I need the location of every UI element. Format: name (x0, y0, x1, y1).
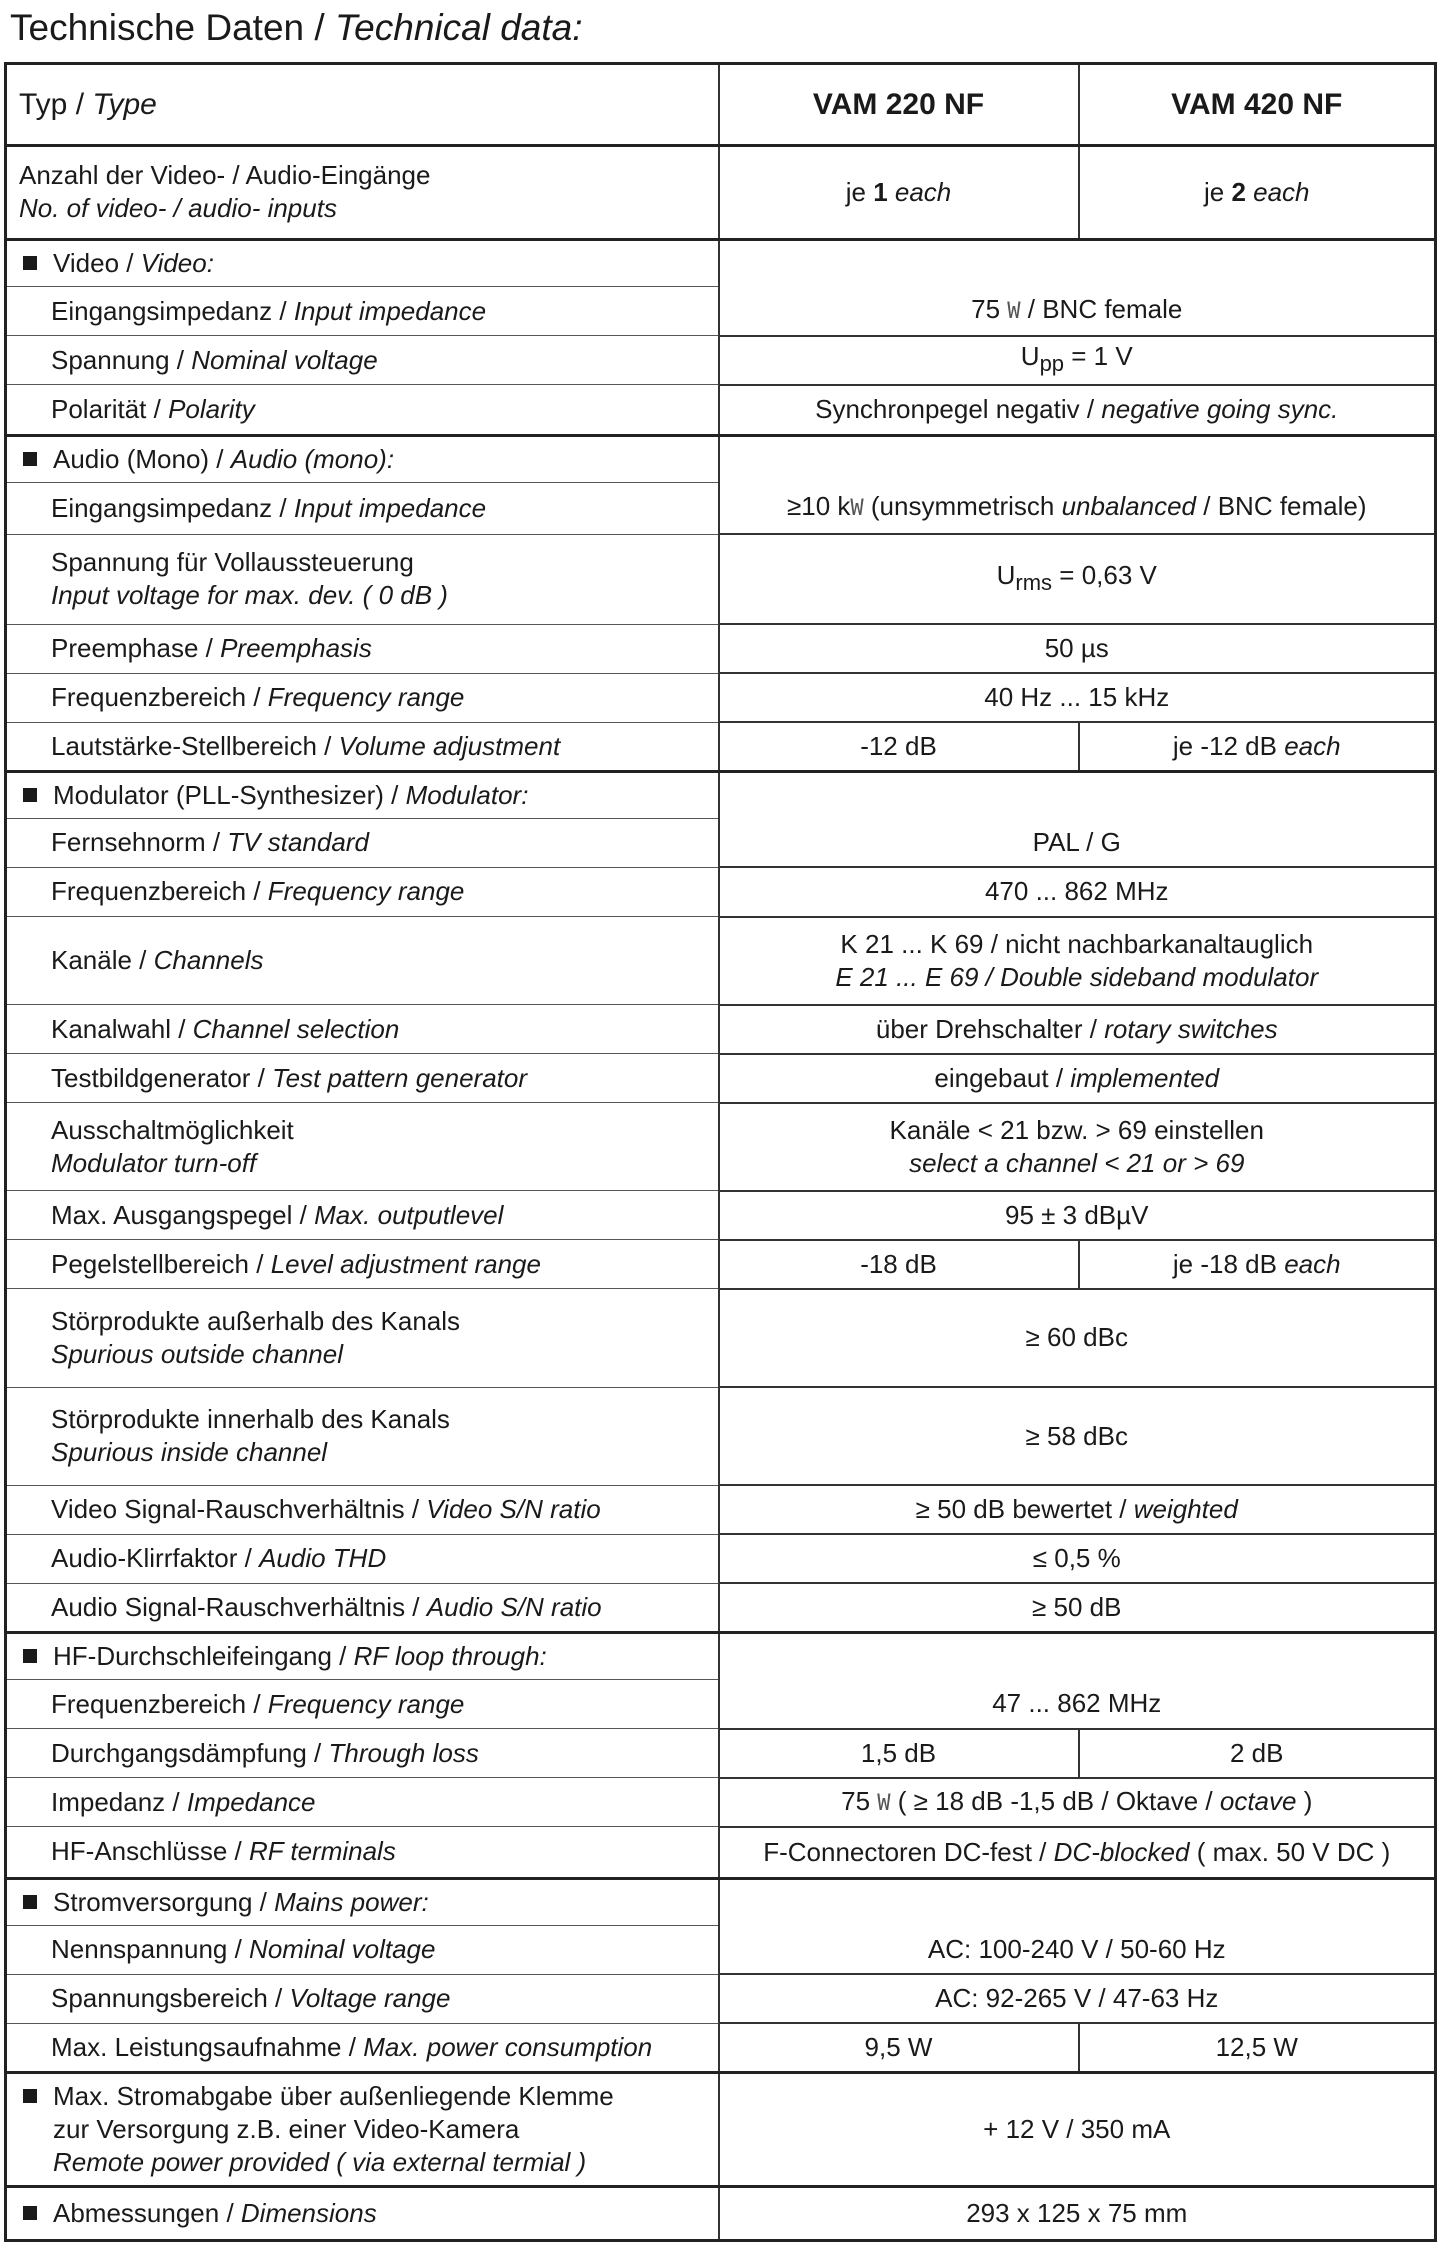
header-row (6, 64, 1436, 146)
spec-row-video-voltage (6, 336, 1436, 385)
spec-row-audio-preemphasis (6, 624, 1436, 673)
through-loss-vam220: 1,5 dB (719, 1729, 1079, 1778)
rf-frequency-value: 47 ... 862 MHz (719, 1680, 1436, 1729)
rf-impedance-label: Impedanz / Impedance (6, 1778, 719, 1827)
spec-row-rf-frequency (6, 1680, 1436, 1729)
bullet-icon (23, 788, 37, 802)
spec-row-audio-sn (6, 1583, 1436, 1632)
dimensions-label: Abmessungen / Dimensions (6, 2187, 719, 2241)
level-adjust-vam420: je -18 dB each (1079, 1240, 1436, 1289)
audio-fulldev-label: Spannung für Vollaussteuerung Input voltage for max. dev. ( 0 dB ) (6, 534, 719, 624)
spec-row-spurious-outside (6, 1289, 1436, 1387)
audio-impedance-label: Eingangsimpedanz / Input impedance (6, 483, 719, 534)
mod-frequency-value: 470 ... 862 MHz (719, 867, 1436, 916)
section-video (6, 239, 1436, 286)
spurious-inside-value: ≥ 58 dBc (719, 1387, 1436, 1485)
video-voltage-label: Spannung / Nominal voltage (6, 336, 719, 385)
video-polarity-label: Polarität / Polarity (6, 385, 719, 436)
audio-volume-label: Lautstärke-Stellbereich / Volume adjustment (6, 722, 719, 771)
spec-row-mod-frequency (6, 867, 1436, 916)
channel-selection-label: Kanalwahl / Channel selection (6, 1005, 719, 1054)
audio-heading: Audio (Mono) / Audio (mono): (6, 436, 719, 483)
inputs-vam220: je 1 each (719, 145, 1079, 239)
rf-impedance-value: 75 W ( ≥ 18 dB -1,5 dB / Oktave / octave ) (719, 1778, 1436, 1827)
spec-row-tv-standard (6, 818, 1436, 867)
video-polarity-value: Synchronpegel negativ / negative going sync. (719, 385, 1436, 436)
spec-row-video-impedance (6, 286, 1436, 335)
spec-row-channel-selection (6, 1005, 1436, 1054)
audio-preemphasis-value: 50 µs (719, 624, 1436, 673)
level-adjust-label: Pegelstellbereich / Level adjustment range (6, 1240, 719, 1289)
audio-frequency-label: Frequenzbereich / Frequency range (6, 673, 719, 722)
output-level-value: 95 ± 3 dBµV (719, 1191, 1436, 1240)
audio-thd-value: ≤ 0,5 % (719, 1534, 1436, 1583)
spurious-outside-label: Störprodukte außerhalb des Kanals Spurious outside channel (6, 1289, 719, 1387)
spec-row-audio-volume (6, 722, 1436, 771)
spec-row-inputs (6, 145, 1436, 239)
test-pattern-value: eingebaut / implemented (719, 1054, 1436, 1103)
spurious-inside-label: Störprodukte innerhalb des Kanals Spurious inside channel (6, 1387, 719, 1485)
audio-frequency-value: 40 Hz ... 15 kHz (719, 673, 1436, 722)
audio-impedance-value: ≥10 kW (unsymmetrisch unbalanced / BNC female) (719, 483, 1436, 534)
power-consumption-vam420: 12,5 W (1079, 2023, 1436, 2072)
turnoff-value: Kanäle < 21 bzw. > 69 einstellen select a channel < 21 or > 69 (719, 1103, 1436, 1191)
spec-row-audio-thd (6, 1534, 1436, 1583)
spec-row-video-polarity (6, 385, 1436, 436)
modulator-heading: Modulator (PLL-Synthesizer) / Modulator: (6, 771, 719, 818)
section-power (6, 1878, 1436, 1925)
spec-row-output-level (6, 1191, 1436, 1240)
remote-power-value: + 12 V / 350 mA (719, 2072, 1436, 2187)
section-audio (6, 436, 1436, 483)
bullet-icon (23, 2206, 37, 2220)
title-en: Technical data: (334, 7, 583, 48)
inputs-label: Anzahl der Video- / Audio-Eingänge No. of video- / audio- inputs (6, 145, 719, 239)
audio-sn-value: ≥ 50 dB (719, 1583, 1436, 1632)
spec-row-turnoff (6, 1103, 1436, 1191)
level-adjust-vam220: -18 dB (719, 1240, 1079, 1289)
spec-row-power-consumption (6, 2023, 1436, 2072)
audio-volume-vam220: -12 dB (719, 722, 1079, 771)
audio-preemphasis-label: Preemphase / Preemphasis (6, 624, 719, 673)
channels-label: Kanäle / Channels (6, 917, 719, 1005)
voltage-range-label: Spannungsbereich / Voltage range (6, 1974, 719, 2023)
channel-selection-value: über Drehschalter / rotary switches (719, 1005, 1436, 1054)
power-consumption-label: Max. Leistungsaufnahme / Max. power consumption (6, 2023, 719, 2072)
spec-row-through-loss (6, 1729, 1436, 1778)
through-loss-label: Durchgangsdämpfung / Through loss (6, 1729, 719, 1778)
nominal-voltage-label: Nennspannung / Nominal voltage (6, 1925, 719, 1974)
rf-terminals-label: HF-Anschlüsse / RF terminals (6, 1827, 719, 1878)
rf-frequency-label: Frequenzbereich / Frequency range (6, 1680, 719, 1729)
audio-sn-label: Audio Signal-Rauschverhältnis / Audio S/N ratio (6, 1583, 719, 1632)
bullet-icon (23, 1895, 37, 1909)
power-heading: Stromversorgung / Mains power: (6, 1878, 719, 1925)
spec-row-video-sn (6, 1485, 1436, 1534)
video-impedance-value: 75 W / BNC female (719, 286, 1436, 335)
video-sn-label: Video Signal-Rauschverhältnis / Video S/N ratio (6, 1485, 719, 1534)
spec-row-level-adjust (6, 1240, 1436, 1289)
spec-row-remote-power (6, 2072, 1436, 2187)
page-title (10, 2, 583, 54)
tv-standard-value: PAL / G (719, 818, 1436, 867)
section-modulator (6, 771, 1436, 818)
bullet-icon (23, 256, 37, 270)
spec-row-audio-impedance (6, 483, 1436, 534)
bullet-icon (23, 1649, 37, 1663)
model-vam220: VAM 220 NF (719, 64, 1079, 146)
spec-row-nominal-voltage (6, 1925, 1436, 1974)
model-vam420: VAM 420 NF (1079, 64, 1436, 146)
output-level-label: Max. Ausgangspegel / Max. outputlevel (6, 1191, 719, 1240)
rf-heading: HF-Durchschleifeingang / RF loop through: (6, 1633, 719, 1680)
spec-row-test-pattern (6, 1054, 1436, 1103)
spec-row-audio-frequency (6, 673, 1436, 722)
audio-fulldev-value: $U_{rms} = 0,63$ V (719, 534, 1436, 624)
remote-power-label: Max. Stromabgabe über außenliegende Klemme zur Versorgung z.B. einer Video-Kamera Remote power provided ( via external termial ) (6, 2072, 719, 2187)
mod-frequency-label: Frequenzbereich / Frequency range (6, 867, 719, 916)
power-consumption-vam220: 9,5 W (719, 2023, 1079, 2072)
voltage-range-value: AC: 92-265 V / 47-63 Hz (719, 1974, 1436, 2023)
spurious-outside-value: ≥ 60 dBc (719, 1289, 1436, 1387)
title-de: Technische Daten / (10, 7, 335, 48)
type-label: Typ / Type (6, 64, 719, 146)
rf-terminals-value: F-Connectoren DC-fest / DC-blocked ( max. 50 V DC ) (719, 1827, 1436, 1878)
through-loss-vam420: 2 dB (1079, 1729, 1436, 1778)
video-sn-value: ≥ 50 dB bewertet / weighted (719, 1485, 1436, 1534)
test-pattern-label: Testbildgenerator / Test pattern generator (6, 1054, 719, 1103)
dimensions-value: 293 x 125 x 75 mm (719, 2187, 1436, 2241)
spec-row-channels (6, 917, 1436, 1005)
spec-row-voltage-range (6, 1974, 1436, 2023)
spec-row-audio-fulldev (6, 534, 1436, 624)
video-heading: Video / Video: (6, 239, 719, 286)
bullet-icon (23, 2089, 37, 2103)
video-voltage-value: $U_{pp} = 1$ V (719, 336, 1436, 385)
tv-standard-label: Fernsehnorm / TV standard (6, 818, 719, 867)
channels-value: K 21 ... K 69 / nicht nachbarkanaltauglich E 21 ... E 69 / Double sideband modulator (719, 917, 1436, 1005)
spec-row-dimensions (6, 2187, 1436, 2241)
spec-row-spurious-inside (6, 1387, 1436, 1485)
audio-volume-vam420: je -12 dB each (1079, 722, 1436, 771)
turnoff-label: Ausschaltmöglichkeit Modulator turn-off (6, 1103, 719, 1191)
spec-row-rf-terminals (6, 1827, 1436, 1878)
spec-table (4, 62, 1437, 2242)
section-rf (6, 1633, 1436, 1680)
audio-thd-label: Audio-Klirrfaktor / Audio THD (6, 1534, 719, 1583)
spec-row-rf-impedance (6, 1778, 1436, 1827)
inputs-vam420: je 2 each (1079, 145, 1436, 239)
video-impedance-label: Eingangsimpedanz / Input impedance (6, 286, 719, 335)
nominal-voltage-value: AC: 100-240 V / 50-60 Hz (719, 1925, 1436, 1974)
bullet-icon (23, 452, 37, 466)
